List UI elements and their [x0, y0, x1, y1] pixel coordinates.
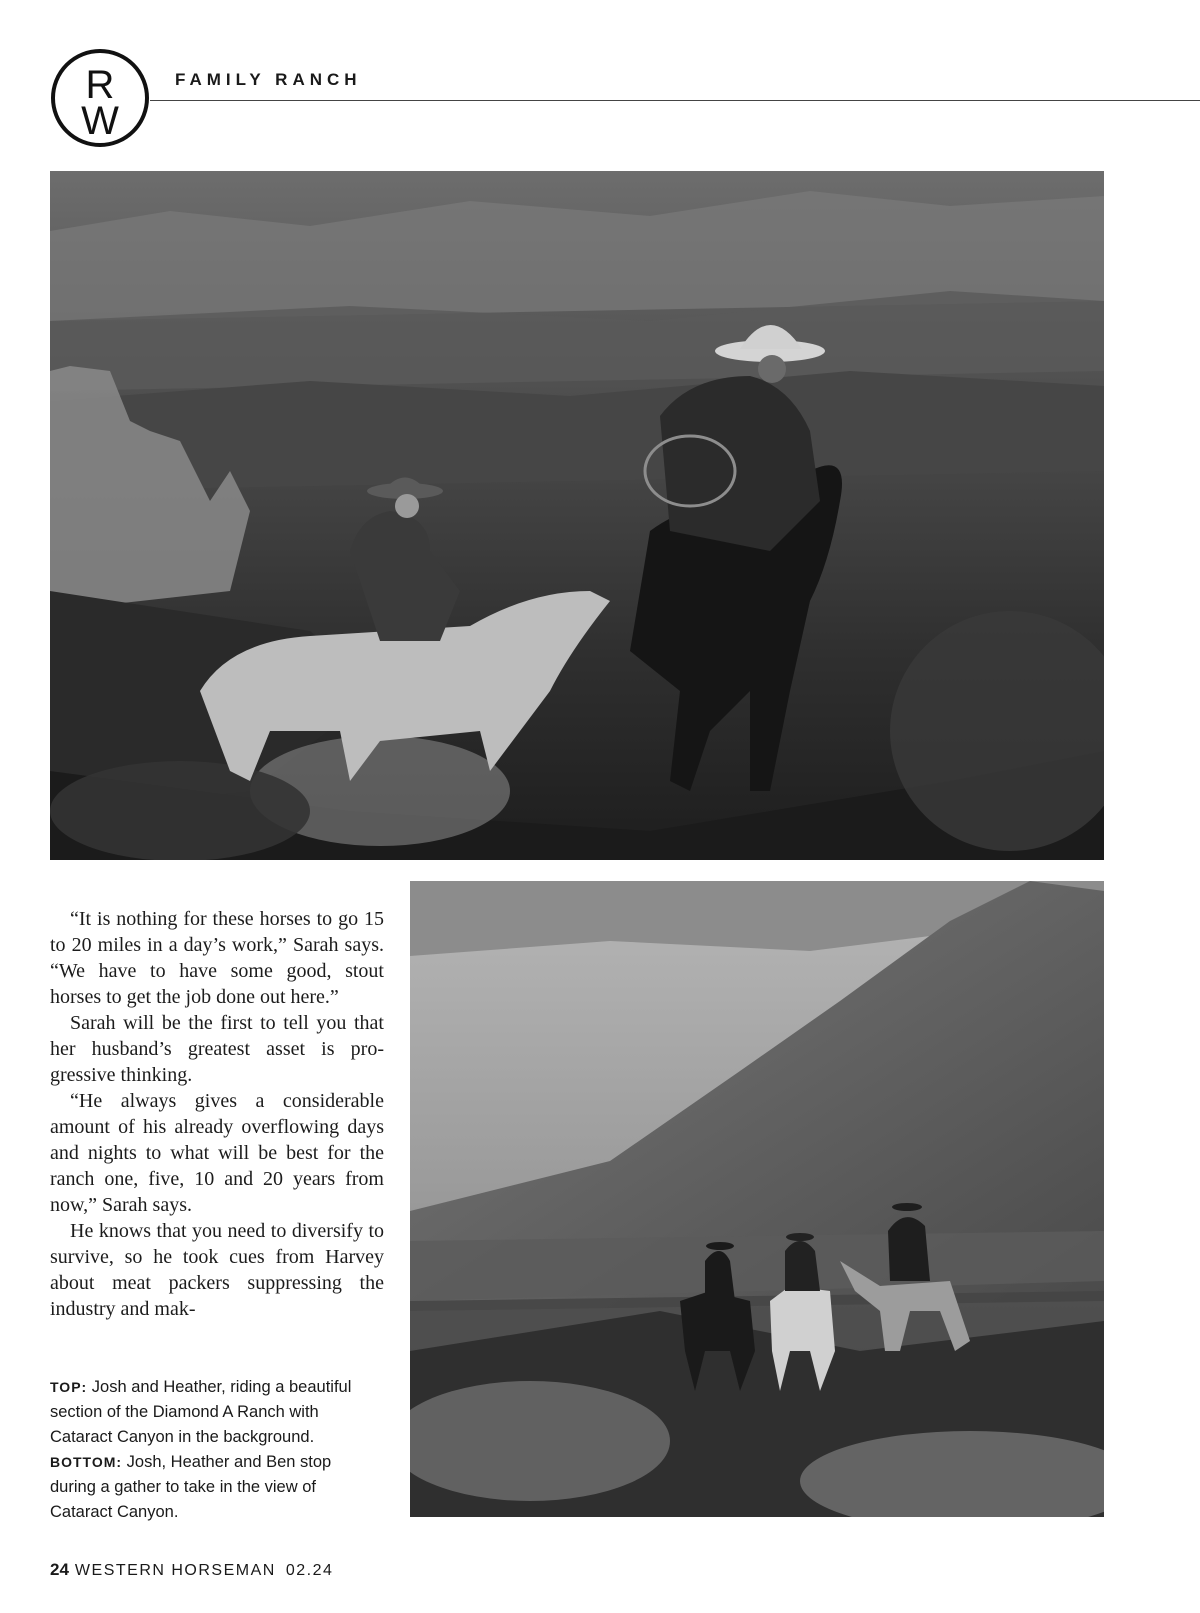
page-footer: [50, 1560, 333, 1580]
article-paragraph: “It is nothing for these horses to go 15 to 20 miles in a day’s work,” Sarah says. “We have to have some good, stout horses to get the job done out here.”: [50, 908, 384, 1008]
caption-bottom-text: Josh, Heather and Ben stop during a gather to take in the view of Cataract Canyon.: [50, 1453, 332, 1521]
top-photo: [50, 171, 1104, 860]
header-rule: [150, 100, 1200, 101]
article-body: [50, 906, 384, 1322]
svg-text:R: R: [85, 63, 115, 107]
rw-logo: [50, 48, 150, 148]
photo-caption: [50, 1375, 380, 1525]
caption-bottom-label: BOTTOM:: [50, 1454, 123, 1470]
article-paragraph: He knows that you need to diversify to survive, so he took cues from Harvey about meat packers suppressing the industry and mak-: [50, 1220, 384, 1320]
article-paragraph: Sarah will be the first to tell you that her husband’s greatest asset is progressive thinking.: [50, 1012, 384, 1086]
section-label: FAMILY RANCH: [175, 70, 362, 89]
page-number: 24: [50, 1560, 69, 1579]
bottom-photo: [410, 881, 1104, 1517]
caption-top-text: Josh and Heather, riding a beautiful section of the Diamond A Ranch with Cataract Canyon in the background.: [50, 1378, 352, 1446]
magazine-name: WESTERN HORSEMAN: [74, 1562, 276, 1579]
svg-text:W: W: [81, 99, 119, 143]
issue-date: 02.24: [285, 1562, 334, 1579]
caption-top-label: TOP:: [50, 1379, 88, 1395]
article-paragraph: “He always gives a considerable amount of his already overflowing days and nights to what will be best for the ranch one, five, 10 and 20 years from now,” Sarah says.: [50, 1090, 384, 1216]
